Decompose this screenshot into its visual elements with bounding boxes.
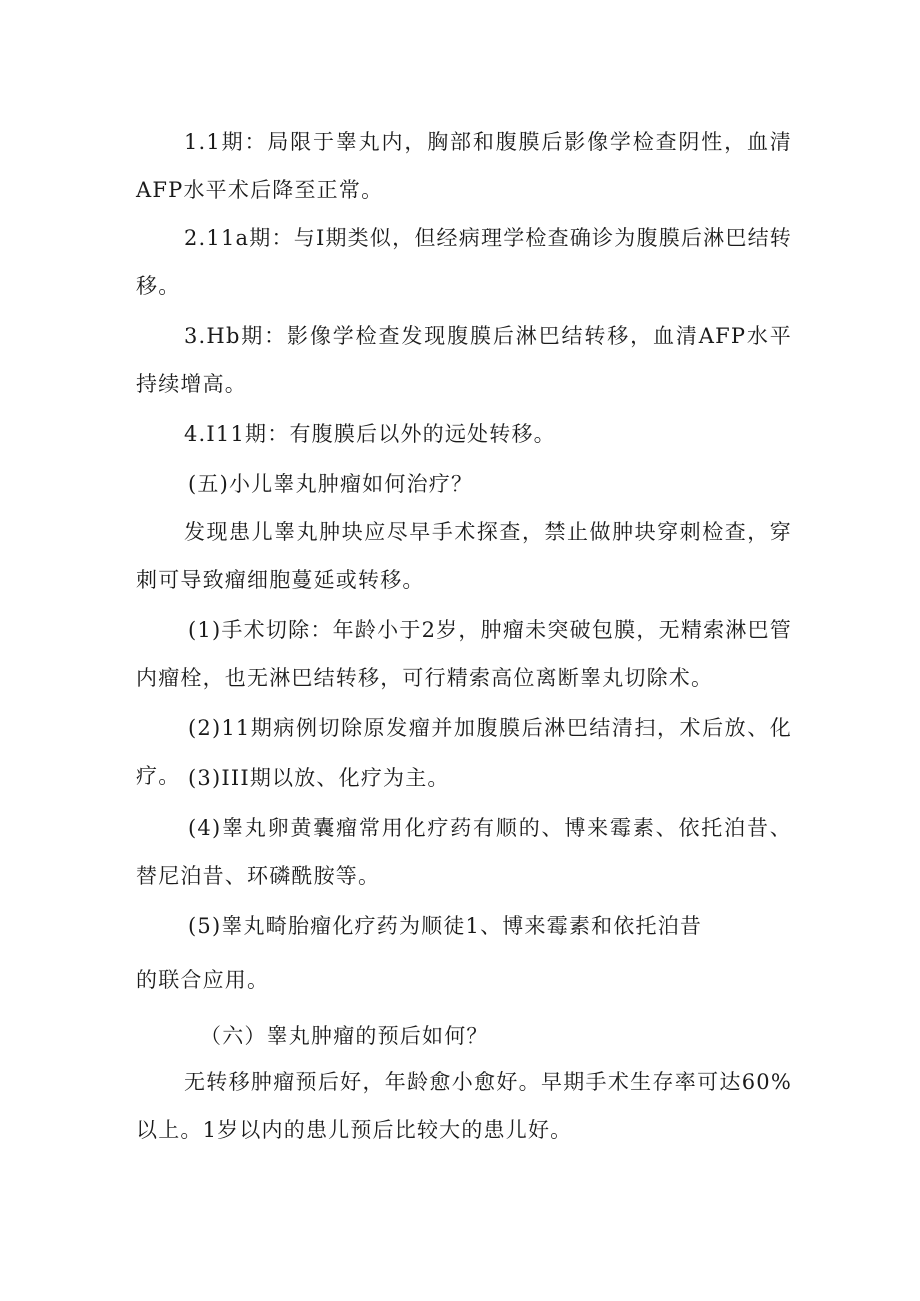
paragraph-treatment-intro: 发现患儿睾丸肿块应尽早手术探查，禁止做肿块穿刺检查，穿刺可导致瘤细胞蔓延或转移。: [136, 520, 792, 592]
section-heading-prognosis: （六）睾丸肿瘤的预后如何？: [200, 1024, 489, 1048]
paragraph-prognosis: 无转移肿瘤预后好，年龄愈小愈好。早期手术生存率可达60%以上。1岁以内的患儿预后比较大的患儿好。: [136, 1070, 792, 1142]
paragraph-treatment-4: (4)睾丸卵黄囊瘤常用化疗药有顺的、博来霉素、依托泊昔、替尼泊昔、环磷酰胺等。: [136, 816, 792, 888]
paragraph-treatment-5-continued: 的联合应用。: [136, 968, 270, 992]
paragraph-stage-2a: 2.11a期：与Ⅰ期类似，但经病理学检查确诊为腹膜后淋巴结转移。: [136, 226, 792, 298]
paragraph-treatment-5: (5)睾丸畸胎瘤化疗药为顺徒1、博来霉素和依托泊昔: [188, 914, 703, 938]
section-heading-treatment: (五)小儿睾丸肿瘤如何治疗？: [188, 472, 474, 496]
paragraph-stage-2b: 3.Hb期：影像学检查发现腹膜后淋巴结转移，血清AFP水平持续增高。: [136, 324, 792, 396]
paragraph-stage-1: 1.1期：局限于睾丸内，胸部和腹膜后影像学检查阴性，血清AFP水平术后降至正常。: [136, 130, 792, 202]
paragraph-treatment-2: (2)11期病例切除原发瘤并加腹膜后淋巴结清扫，术后放、化疗。: [136, 716, 792, 788]
paragraph-stage-3: 4.I11期：有腹膜后以外的远处转移。: [184, 422, 556, 446]
paragraph-treatment-3: (3)III期以放、化疗为主。: [188, 766, 450, 790]
paragraph-treatment-1: (1)手术切除：年龄小于2岁，肿瘤未突破包膜，无精索淋巴管内瘤栓，也无淋巴结转移，可行精索高位离断睾丸切除术。: [136, 618, 792, 690]
